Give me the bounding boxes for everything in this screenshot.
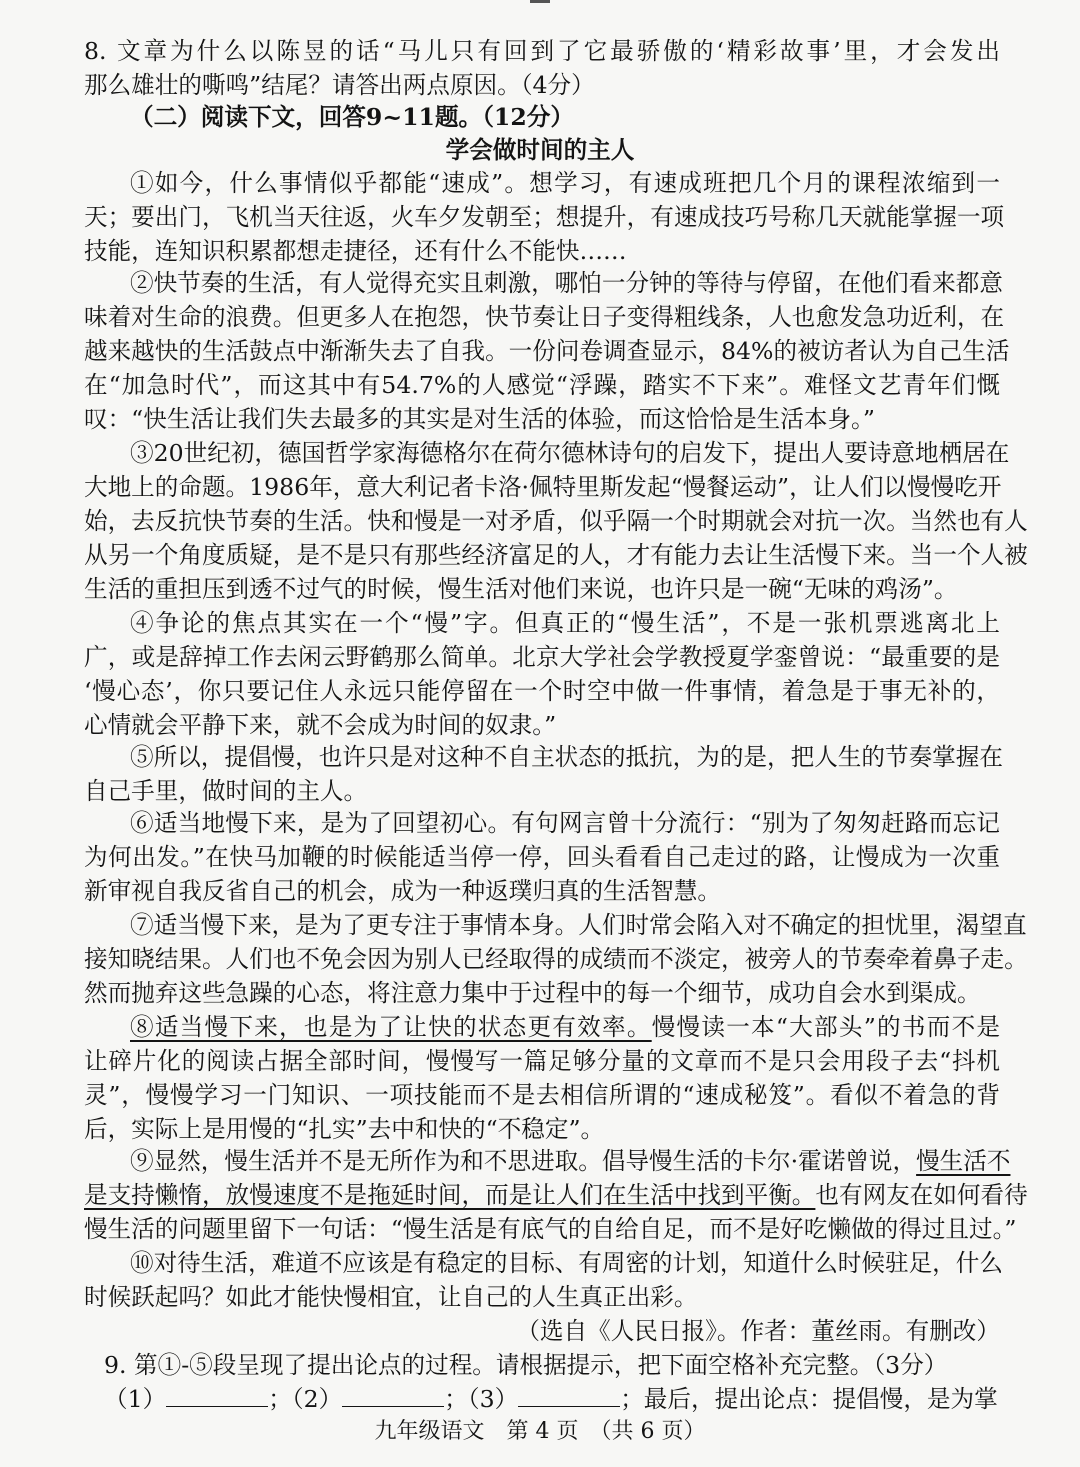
q9-tail: ；最后，提出论点：提倡慢，是为掌 [620, 1385, 998, 1413]
p3-line: 大地上的命题。1986年，意大利记者卡洛·佩特里斯发起“慢餐运动”，让人们以慢慢吃开 [84, 473, 1002, 501]
q9-stem: 9. 第①-⑤段呈现了提出论点的过程。请根据提示，把下面空格补充完整。（3分） [104, 1351, 948, 1379]
q9-fill-line [104, 1382, 1000, 1416]
p8-line: 灵”，慢慢学习一门知识、一项技能而不是去相信所谓的“速成秘笈”。看似不着急的背 [84, 1081, 1000, 1109]
p4-line: 广，或是辞掉工作去闲云野鹤那么简单。北京大学社会学教授夏学銮曾说：“最重要的是 [84, 643, 1000, 671]
p9-line-rest: 也有网友在如何看待 [815, 1181, 1028, 1209]
p7-line: ⑦适当慢下来，是为了更专注于事情本身。人们时常会陷入对不确定的担忧里，渴望直 [130, 911, 1027, 939]
p10-line: 时候跃起吗？如此才能快慢相宜，让自己的人生真正出彩。 [84, 1283, 698, 1311]
p1-line: 天；要出门，飞机当天往返，火车夕发朝至；想提升，有速成技巧号称几天就能掌握一项 [84, 203, 1005, 231]
p6-line: ⑥适当地慢下来，是为了回望初心。有句网言曾十分流行：“别为了匆匆赶路而忘记 [130, 809, 1000, 837]
p6-line: 为何出发。”在快马加鞭的时候能适当停一停，回头看看自己走过的路，让慢成为一次重 [84, 843, 1000, 871]
p9-line: 慢生活的问题里留下一句话：“慢生活是有底气的自给自足，而不是好吃懒做的得过且过。” [84, 1215, 1017, 1243]
p4-line: 心情就会平静下来，就不会成为时间的奴隶。” [84, 711, 557, 739]
p3-line: 从另一个角度质疑，是不是只有那些经济富足的人，才有能力去让生活慢下来。当一个人被 [84, 541, 1028, 569]
p9-line [84, 1178, 1028, 1212]
scan-mark [530, 0, 550, 3]
p2-line: 在“加急时代”，而这其中有54.7%的人感觉“浮躁，踏实不下来”。难怪文艺青年们慨 [84, 371, 1000, 399]
article-source: （选自《人民日报》。作者：董丝雨。有删改） [516, 1317, 1000, 1345]
p9-line [130, 1144, 1011, 1178]
underlined-sentence: 是支持懒惰，放慢速度不是拖延时间，而是让人们在生活中找到平衡。 [84, 1181, 816, 1209]
p5-line: ⑤所以，提倡慢，也许只是对这种不自主状态的抵抗，为的是，把人生的节奏掌握在 [130, 743, 1003, 771]
q9-sep-2: ；（3） [444, 1385, 519, 1413]
p2-line: 越来越快的生活鼓点中渐渐失去了自我。一份问卷调查显示，84%的被访者认为自己生活 [84, 337, 1010, 365]
p3-line: 生活的重担压到透不过气的时候，慢生活对他们来说，也许只是一碗“无味的鸡汤”。 [84, 575, 958, 603]
answer-blank-3[interactable] [518, 1386, 620, 1407]
p3-line: ③20世纪初，德国哲学家海德格尔在荷尔德林诗句的启发下，提出人要诗意地栖居在 [130, 439, 1010, 467]
p8-line: 让碎片化的阅读占据全部时间，慢慢写一篇足够分量的文章而不是只会用段子去“抖机 [84, 1047, 1000, 1075]
article-title: 学会做时间的主人 [445, 136, 635, 164]
p3-line: 始，去反抗快节奏的生活。快和慢是一对矛盾，似乎隔一个时期就会对抗一次。当然也有人 [84, 507, 1028, 535]
p4-line: ④争论的焦点其实在一个“慢”字。但真正的“慢生活”，不是一张机票逃离北上 [130, 609, 1000, 637]
p10-line: ⑩对待生活，难道不应该是有稳定的目标、有周密的计划，知道什么时候驻足，什么 [130, 1249, 1003, 1277]
p7-line: 接知晓结果。人们也不免会因为别人已经取得的成绩而不淡定，被旁人的节奏牵着鼻子走。 [84, 945, 1028, 973]
p6-line: 新审视自我反省自己的机会，成为一种返璞归真的生活智慧。 [84, 877, 722, 905]
p4-line: ‘慢心态’，你只要记住人永远只能停留在一个时空中做一件事情，着急是于事无补的， [84, 677, 1000, 705]
p8-line-rest: 慢慢读一本“大部头”的书而不是 [651, 1013, 1001, 1041]
underlined-sentence: 慢生活不 [916, 1147, 1011, 1175]
q8-line-2: 那么雄壮的嘶鸣”结尾？请答出两点原因。（4分） [84, 71, 595, 99]
page-footer: 九年级语文 第 4 页 （共 6 页） [374, 1419, 706, 1444]
p5-line: 自己手里，做时间的主人。 [84, 777, 368, 805]
p1-line: ①如今，什么事情似乎都能“速成”。想学习，有速成班把几个月的课程浓缩到一 [130, 169, 1000, 197]
p7-line: 然而抛弃这些急躁的心态，将注意力集中于过程中的每一个细节，成功自会水到渠成。 [84, 979, 981, 1007]
q9-sep-1: ；（2） [268, 1385, 343, 1413]
answer-blank-2[interactable] [342, 1386, 444, 1407]
p9-line-plain: ⑨显然，慢生活并不是无所作为和不思进取。倡导慢生活的卡尔·霍诺曾说， [130, 1147, 917, 1175]
p8-line [130, 1010, 1000, 1044]
p2-line: 味着对生命的浪费。但更多人在抱怨，快节奏让日子变得粗线条，人也愈发急功近利，在 [84, 303, 1005, 331]
q9-blank-1-label: （1） [104, 1385, 167, 1413]
section-heading: （二）阅读下文，回答9~11题。（12分） [130, 103, 574, 131]
p2-line: ②快节奏的生活，有人觉得充实且刺激，哪怕一分钟的等待与停留，在他们看来都意 [130, 269, 1003, 297]
underlined-sentence: ⑧适当慢下来，也是为了让快的状态更有效率。 [130, 1013, 652, 1041]
p8-line: 后，实际上是用慢的“扎实”去中和快的“不稳定”。 [84, 1115, 605, 1143]
p1-line: 技能，连知识积累都想走捷径，还有什么不能快…… [84, 237, 627, 265]
q8-line-1: 8. 文章为什么以陈昱的话“马儿只有回到了它最骄傲的‘精彩故事’里，才会发出 [84, 37, 1000, 65]
p2-line: 叹：“快生活让我们失去最多的其实是对生活的体验，而这恰恰是生活本身。” [84, 405, 875, 433]
answer-blank-1[interactable] [166, 1386, 268, 1407]
